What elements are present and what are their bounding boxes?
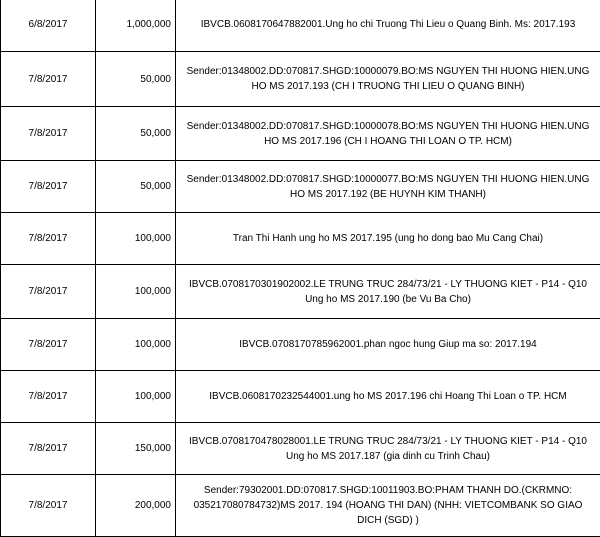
- table-row: [1, 423, 600, 475]
- row-date: 7/8/2017: [1, 52, 96, 107]
- row-date: 7/8/2017: [1, 371, 96, 423]
- row-amount: 1,000,000: [96, 0, 176, 52]
- row-amount: 100,000: [96, 213, 176, 265]
- row-date: 7/8/2017: [1, 319, 96, 371]
- row-description: Sender:01348002.DD:070817.SHGD:10000077.BO:MS NGUYEN THI HUONG HIEN.UNG HO MS 2017.192 (BE HUYNH KIM THANH): [176, 161, 600, 213]
- row-amount: 50,000: [96, 52, 176, 107]
- row-date: 7/8/2017: [1, 423, 96, 475]
- row-description: Sender:01348002.DD:070817.SHGD:10000078.BO:MS NGUYEN THI HUONG HIEN.UNG HO MS 2017.196 (CH I HOANG THI LOAN O TP. HCM): [176, 107, 600, 161]
- table-row: [1, 52, 600, 107]
- row-description: Sender:01348002.DD:070817.SHGD:10000079.BO:MS NGUYEN THI HUONG HIEN.UNG HO MS 2017.193 (CH I TRUONG THI LIEU O QUANG BINH): [176, 52, 600, 107]
- row-amount: 100,000: [96, 371, 176, 423]
- row-date: 7/8/2017: [1, 265, 96, 319]
- row-date: 7/8/2017: [1, 161, 96, 213]
- row-amount: 150,000: [96, 423, 176, 475]
- row-description: IBVCB.0708170785962001.phan ngoc hung Giup ma so: 2017.194: [176, 319, 600, 371]
- table-row: [1, 161, 600, 213]
- row-amount: 200,000: [96, 475, 176, 537]
- row-date: 6/8/2017: [1, 0, 96, 52]
- table-row: [1, 0, 600, 52]
- table-row: [1, 107, 600, 161]
- row-description: IBVCB.0608170232544001.ung ho MS 2017.196 chi Hoang Thi Loan o TP. HCM: [176, 371, 600, 423]
- row-amount: 50,000: [96, 107, 176, 161]
- table-row: [1, 213, 600, 265]
- row-description: IBVCB.0608170647882001.Ung ho chi Truong Thi Lieu o Quang Binh. Ms: 2017.193: [176, 0, 600, 52]
- table-row: [1, 475, 600, 537]
- row-amount: 50,000: [96, 161, 176, 213]
- table-row: [1, 319, 600, 371]
- row-amount: 100,000: [96, 265, 176, 319]
- row-description: Tran Thi Hanh ung ho MS 2017.195 (ung ho dong bao Mu Cang Chai): [176, 213, 600, 265]
- row-date: 7/8/2017: [1, 213, 96, 265]
- row-amount: 100,000: [96, 319, 176, 371]
- row-description: IBVCB.0708170301902002.LE TRUNG TRUC 284/73/21 - LY THUONG KIET - P14 - Q10 Ung ho MS 2017.190 (be Vu Ba Cho): [176, 265, 600, 319]
- row-description: Sender:79302001.DD:070817.SHGD:10011903.BO:PHAM THANH DO.(CKRMNO: 035217080784732)MS 2017. 194 (HOANG THI DAN) (NHH: VIETCOMBANK SO GIAO DICH (SGD) ): [176, 475, 600, 537]
- row-date: 7/8/2017: [1, 107, 96, 161]
- row-date: 7/8/2017: [1, 475, 96, 537]
- table-row: [1, 265, 600, 319]
- row-description: IBVCB.0708170478028001.LE TRUNG TRUC 284/73/21 - LY THUONG KIET - P14 - Q10 Ung ho MS 2017.187 (gia dinh cu Trinh Chau): [176, 423, 600, 475]
- table-row: [1, 371, 600, 423]
